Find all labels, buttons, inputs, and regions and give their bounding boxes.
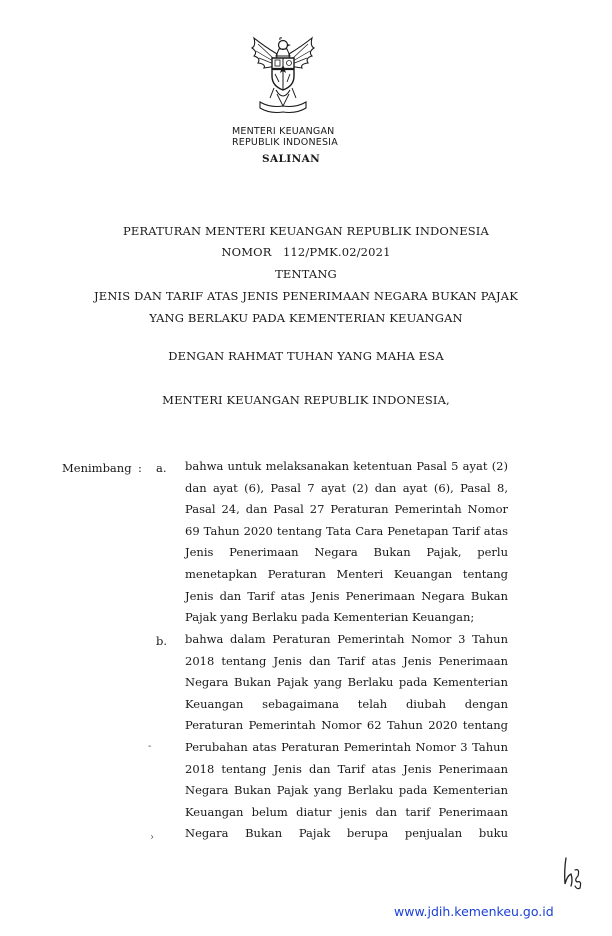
issuer: MENTERI KEUANGAN REPUBLIK INDONESIA, bbox=[162, 393, 450, 407]
regulation-about: TENTANG bbox=[275, 267, 337, 281]
consideration-b-text: bahwa dalam Peraturan Pemerintah Nomor 3 Tahun 2018 tentang Jenis dan Tarif atas Jenis Penerimaan Negara Bukan Pajak yang Berlaku pada Kementerian Keuangan sebagaimana telah diubah dengan Peraturan Pemerintah Nomor 62 Tahun 2020 tentang Perubahan atas Peraturan Pemerintah Nomor 3 Tahun 2018 tentang Jenis dan Tarif atas Jenis Penerimaan Negara Bukan Pajak yang Berlaku pada Kementerian Keuangan belum diatur jenis dan tarif Penerimaan Negara Bukan Pajak berupa penjualan buku bbox=[185, 632, 508, 841]
consideration-a-text: bahwa untuk melaksanakan ketentuan Pasal 5 ayat (2) dan ayat (6), Pasal 7 ayat (2) dan ayat (6), Pasal 8, Pasal 24, dan Pasal 27 Peraturan Pemerintah Nomor 69 Tahun 2020 tentang Tata Cara Penetapan Tarif atas Jenis Penerimaan Negara Bukan Pajak, perlu menetapkan Peraturan Menteri Keuangan tentang Jenis dan Tarif atas Jenis Penerimaan Negara Bukan Pajak yang Berlaku pada Kementerian Keuangan; bbox=[185, 459, 508, 625]
considerations-colon: : bbox=[138, 461, 142, 475]
invocation: DENGAN RAHMAT TUHAN YANG MAHA ESA bbox=[168, 349, 444, 363]
consideration-b-letter: b. bbox=[156, 634, 168, 648]
handwritten-initials-icon bbox=[558, 856, 586, 890]
garuda-emblem-icon bbox=[246, 36, 320, 116]
regulation-title: PERATURAN MENTERI KEUANGAN REPUBLIK INDONESIA bbox=[123, 224, 489, 238]
regulation-number: NOMOR 112/PMK.02/2021 bbox=[221, 245, 391, 259]
copy-label: SALINAN bbox=[262, 153, 321, 165]
margin-mark: - bbox=[148, 741, 152, 752]
consideration-a-letter: a. bbox=[156, 461, 167, 475]
website-link[interactable]: www.jdih.kemenkeu.go.id bbox=[394, 904, 554, 919]
regulation-subject-line2: YANG BERLAKU PADA KEMENTERIAN KEUANGAN bbox=[149, 311, 463, 325]
margin-mark: › bbox=[150, 832, 154, 843]
ministry-name-line2: REPUBLIK INDONESIA bbox=[232, 137, 338, 148]
regulation-subject-line1: JENIS DAN TARIF ATAS JENIS PENERIMAAN NEGARA BUKAN PAJAK bbox=[94, 289, 518, 303]
considerations-label: Menimbang bbox=[62, 461, 132, 475]
ministry-name-line1: MENTERI KEUANGAN bbox=[232, 126, 335, 137]
